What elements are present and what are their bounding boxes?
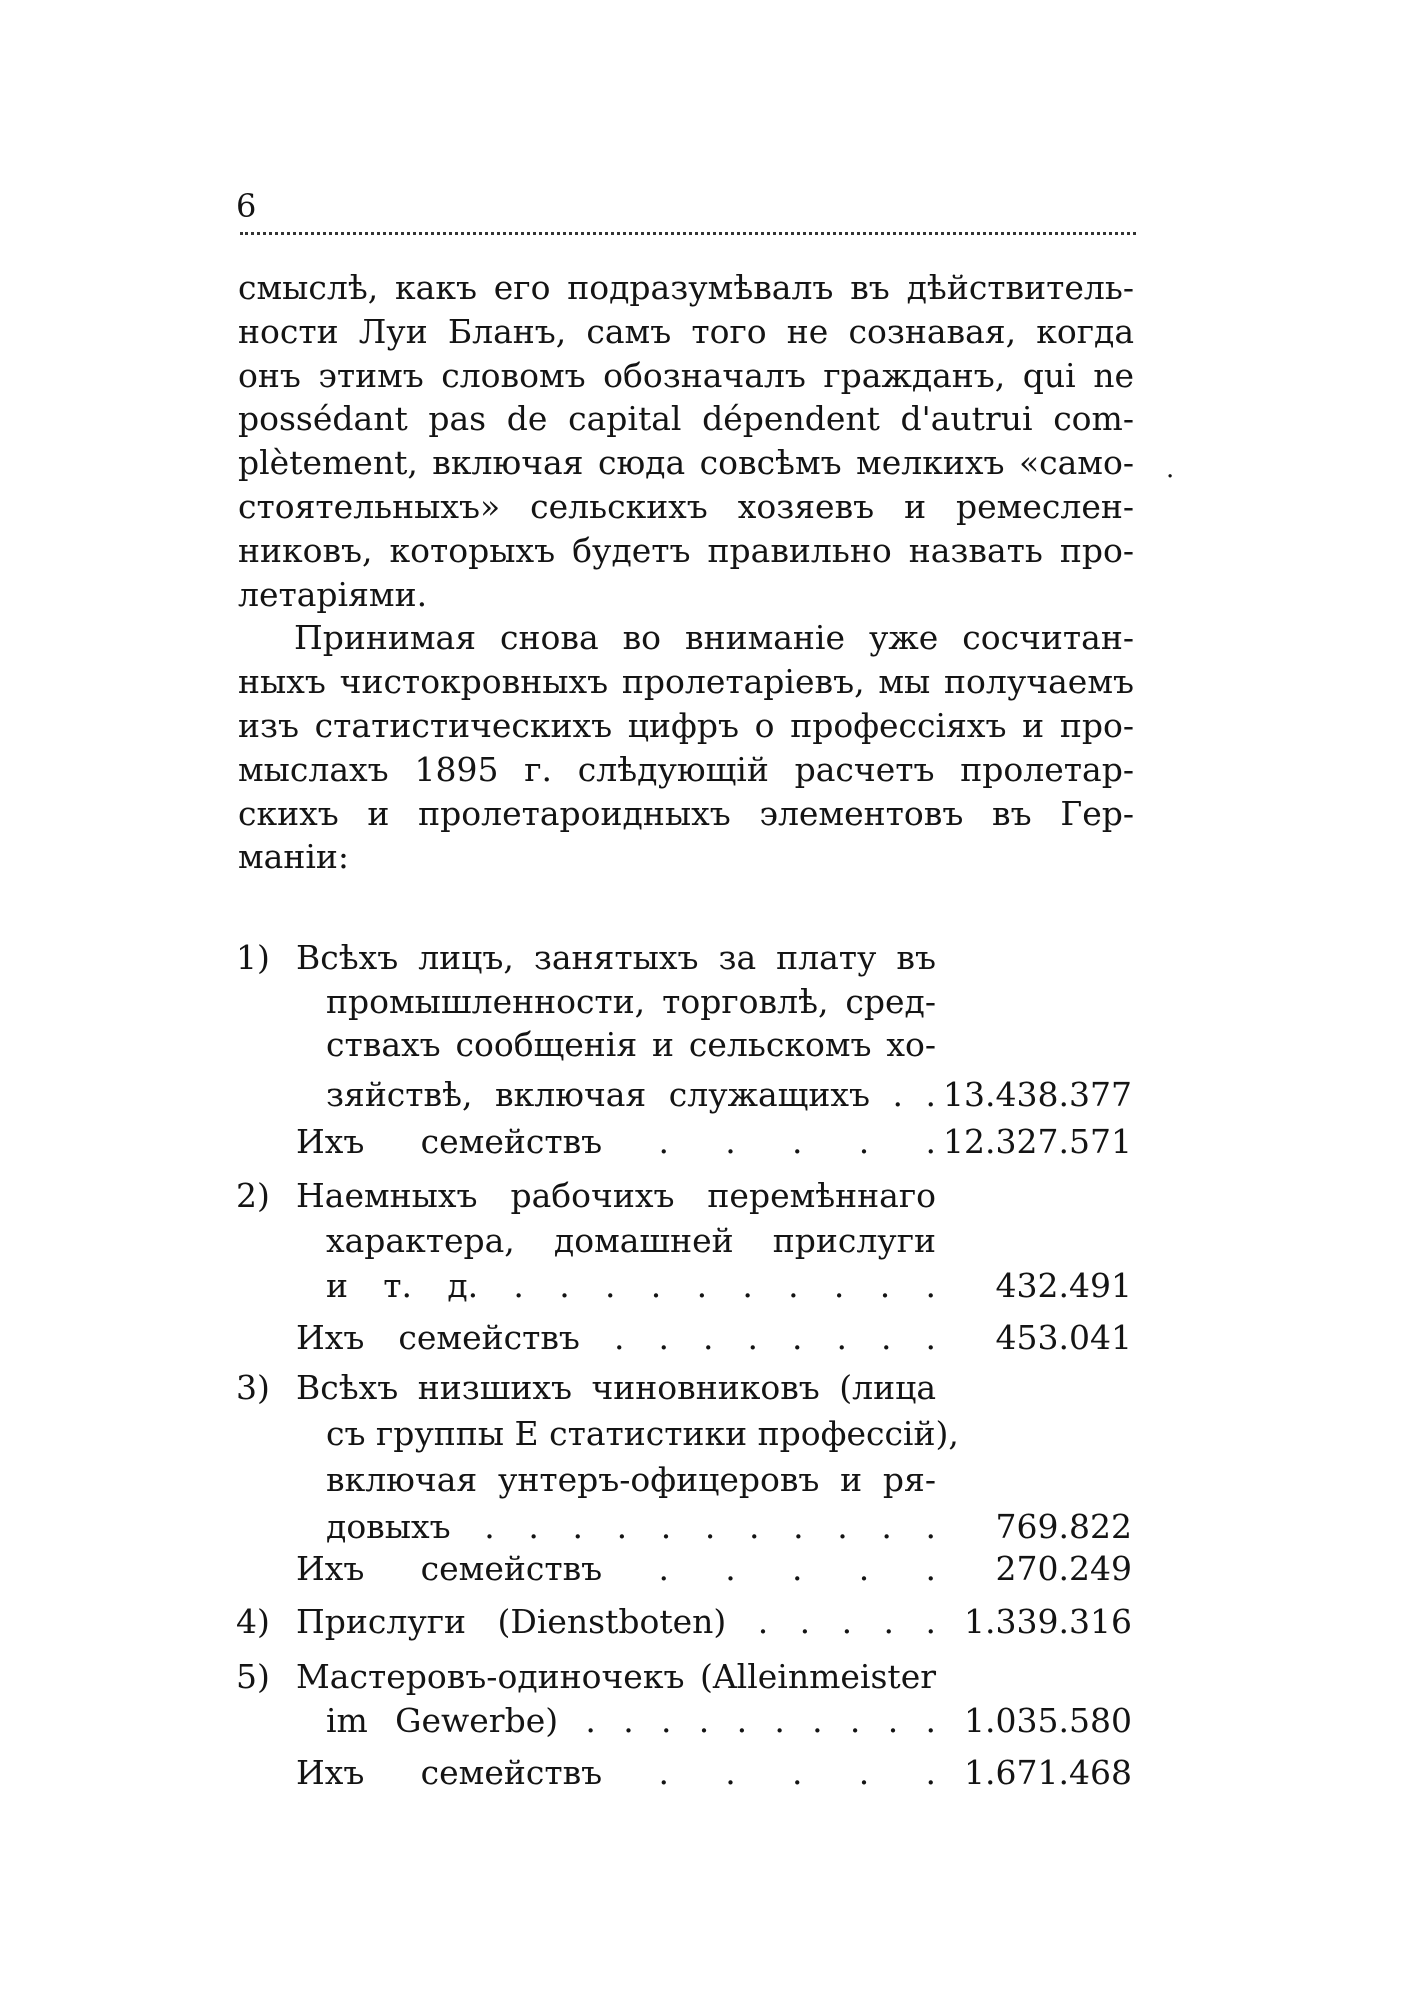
page-number: 6 — [236, 187, 257, 225]
list-row — [0, 1547, 1404, 1590]
item-text: Ихъ семействъ . . . . . — [296, 1122, 936, 1161]
item-text: Прислуги (Dienstboten) . . . . . — [296, 1602, 936, 1641]
text-line: маніи: — [238, 837, 350, 877]
item-value: 769.822 — [995, 1507, 1132, 1546]
item-value: 453.041 — [995, 1318, 1132, 1357]
list-row — [0, 1023, 1404, 1066]
item-text: Мастеровъ-одиночекъ (Alleinmeister — [296, 1657, 936, 1696]
list-row — [0, 1174, 1404, 1217]
item-text: Ихъ семействъ . . . . . . . . — [296, 1318, 936, 1357]
text-line: мыслахъ 1895 г. слѣдующій расчетъ пролетар- — [238, 749, 1134, 789]
stray-mark: · — [1166, 462, 1175, 492]
item-number: 2) — [236, 1176, 270, 1215]
item-text: и т. д. . . . . . . . . . . — [326, 1266, 936, 1305]
item-value: 13.438.377 — [943, 1075, 1132, 1114]
list-row — [0, 1412, 1404, 1455]
text-line: онъ этимъ словомъ обозначалъ гражданъ, qui ne — [238, 355, 1134, 395]
text-line: летаріями. — [238, 574, 428, 614]
item-text: довыхъ . . . . . . . . . . . — [326, 1507, 936, 1546]
text-line: стоятельныхъ» сельскихъ хозяевъ и ремеслен- — [238, 486, 1134, 526]
list-row — [0, 1264, 1404, 1307]
list-row — [0, 1073, 1404, 1116]
item-text: съ группы E статистики профессій), — [326, 1414, 959, 1453]
item-text: Ихъ семействъ . . . . . — [296, 1549, 936, 1588]
list-row — [0, 1219, 1404, 1262]
list-row — [0, 1751, 1404, 1794]
list-row — [0, 1505, 1404, 1548]
list-row — [0, 1458, 1404, 1501]
item-text: промышленности, торговлѣ, сред- — [326, 982, 936, 1021]
text-line: никовъ, которыхъ будетъ правильно назвать про- — [238, 530, 1134, 570]
item-number: 3) — [236, 1368, 270, 1407]
item-value: 432.491 — [995, 1266, 1132, 1305]
item-text: Ихъ семействъ . . . . . — [296, 1753, 936, 1792]
item-text: характера, домашней прислуги — [326, 1221, 936, 1260]
item-number: 1) — [236, 938, 270, 977]
item-value: 1.035.580 — [964, 1701, 1132, 1740]
list-row — [0, 980, 1404, 1023]
item-value: 270.249 — [995, 1549, 1132, 1588]
text-line: смыслѣ, какъ его подразумѣвалъ въ дѣйствитель- — [238, 268, 1134, 307]
item-value: 1.671.468 — [964, 1753, 1132, 1792]
text-line: изъ статистическихъ цифръ о профессіяхъ и про- — [238, 705, 1134, 745]
list-row — [0, 1316, 1404, 1359]
text-line: plètement, включая сюда совсѣмъ мелкихъ «само- — [238, 443, 1134, 483]
list-row — [0, 1366, 1404, 1409]
item-text: Наемныхъ рабочихъ перемѣннаго — [296, 1176, 936, 1215]
text-line: possédant pas de capital dépendent d'autrui com- — [238, 399, 1134, 439]
body-text — [238, 266, 1134, 879]
list-row — [0, 1120, 1404, 1163]
text-line: скихъ и пролетароидныхъ элементовъ въ Гер- — [238, 793, 1134, 833]
list-row — [0, 1699, 1404, 1742]
list-row — [0, 936, 1404, 979]
list-row — [0, 1600, 1404, 1643]
text-line: ныхъ чистокровныхъ пролетаріевъ, мы получаемъ — [238, 662, 1134, 702]
list-row — [0, 1655, 1404, 1698]
item-text: im Gewerbe) . . . . . . . . . . — [326, 1701, 936, 1740]
item-text: ствахъ сообщенія и сельскомъ хо- — [326, 1025, 936, 1064]
item-value: 1.339.316 — [964, 1602, 1132, 1641]
item-text: Всѣхъ низшихъ чиновниковъ (лица — [296, 1368, 936, 1407]
item-number: 5) — [236, 1657, 270, 1696]
text-line: ности Луи Бланъ, самъ того не сознавая, когда — [238, 311, 1134, 351]
item-text: включая унтеръ-офицеровъ и ря- — [326, 1460, 936, 1499]
item-value: 12.327.571 — [943, 1122, 1132, 1161]
text-line: Принимая снова во вниманіе уже сосчитан- — [294, 618, 1134, 658]
item-number: 4) — [236, 1602, 270, 1641]
header-rule — [240, 232, 1136, 235]
item-text: зяйствѣ, включая служащихъ . . — [326, 1075, 936, 1114]
item-text: Всѣхъ лицъ, занятыхъ за плату въ — [296, 938, 936, 977]
